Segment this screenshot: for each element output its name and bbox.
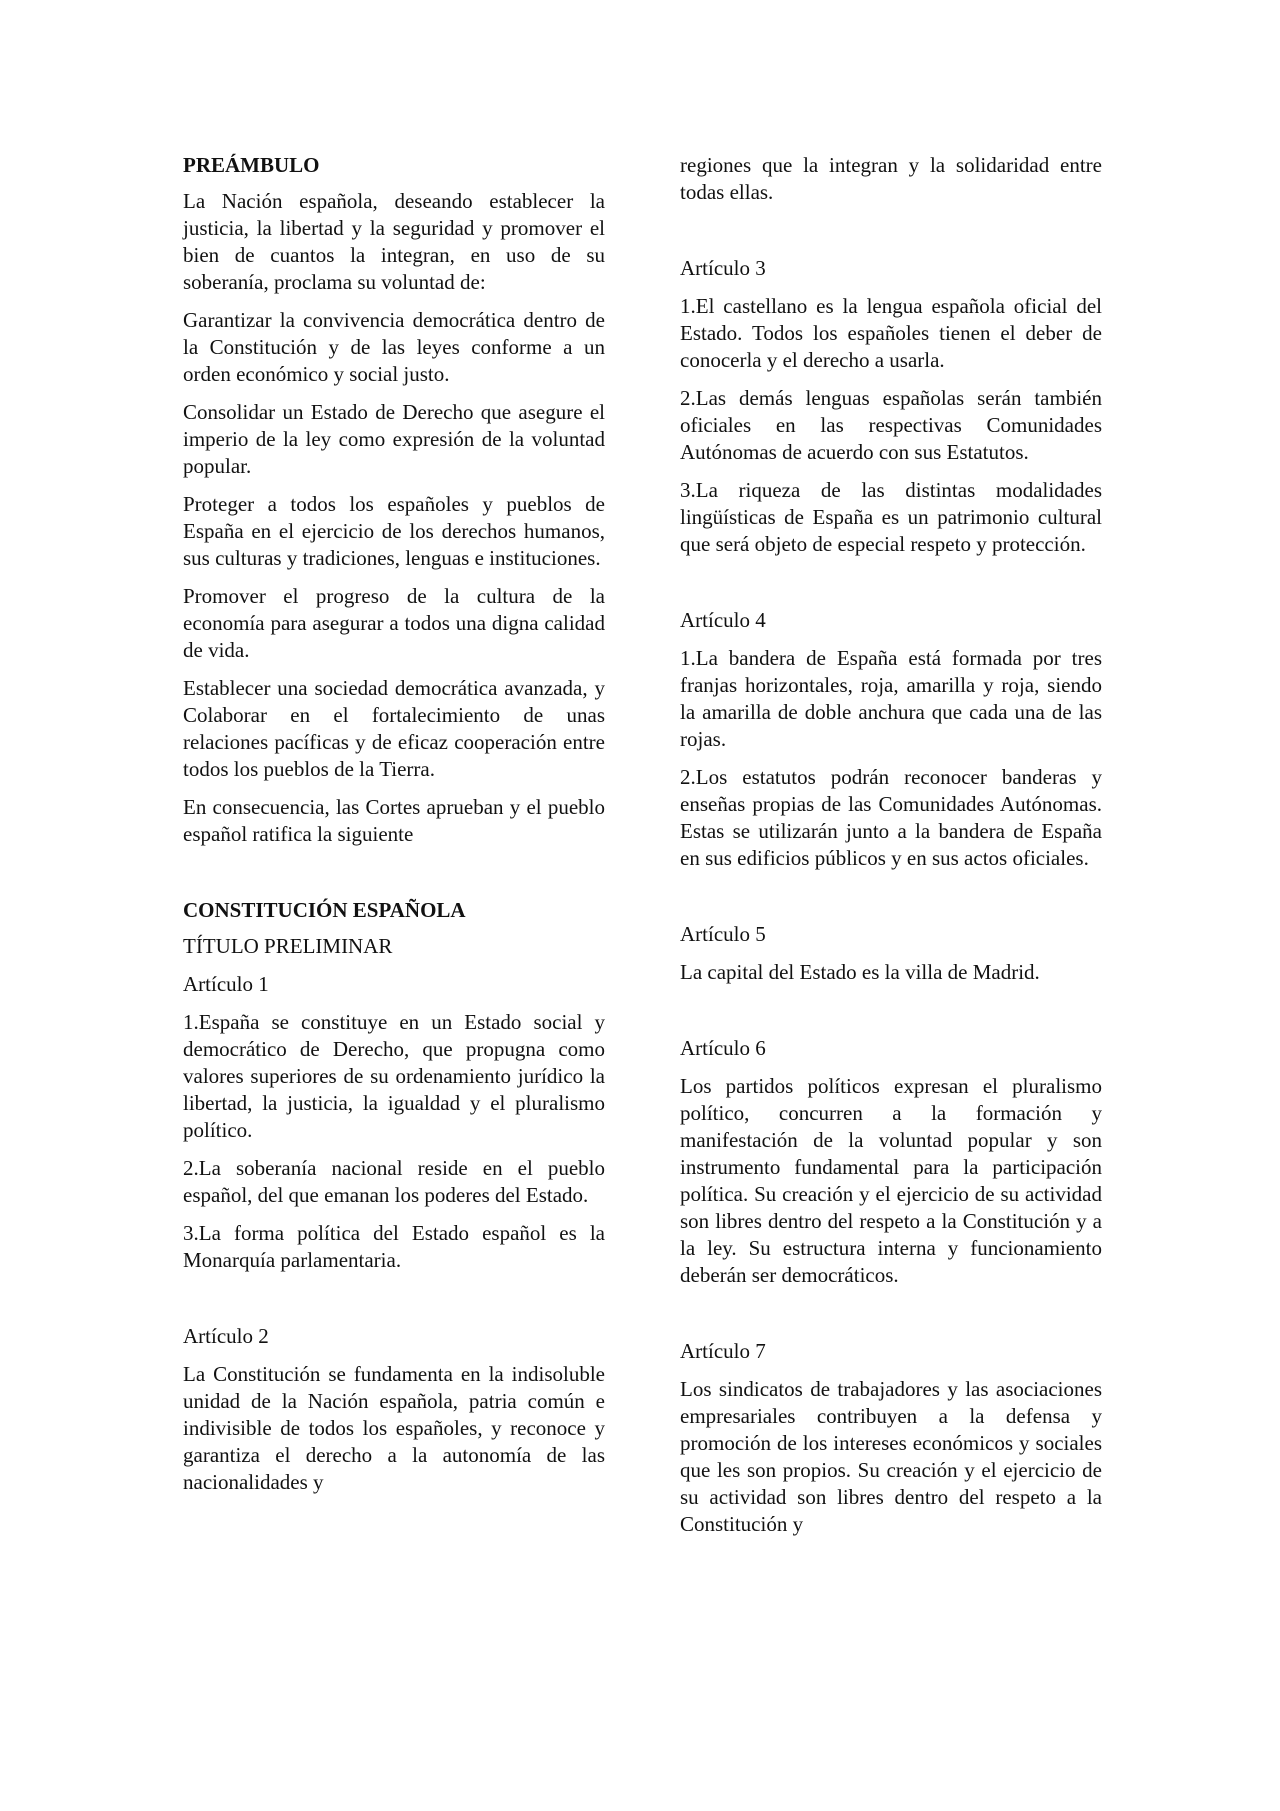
preamble-paragraph: La Nación española, deseando establecer la justicia, la libertad y la seguridad y promover el bien de cuantos la integran, en uso de su soberanía, proclama su voluntad de:	[183, 189, 605, 294]
right-column	[680, 152, 1102, 1549]
article-5-paragraph: La capital del Estado es la villa de Madrid.	[680, 960, 1040, 984]
article-3-paragraph: 1.El castellano es la lengua española oficial del Estado. Todos los españoles tienen el deber de conocerla y el derecho a usarla.	[680, 294, 1102, 372]
spacer	[680, 883, 1102, 921]
preamble-paragraph: En consecuencia, las Cortes aprueban y el pueblo español ratifica la siguiente	[183, 795, 605, 846]
article-3-heading: Artículo 3	[680, 256, 766, 280]
spacer	[183, 859, 605, 897]
preamble-heading: PREÁMBULO	[183, 153, 320, 177]
article-1-paragraph: 1.España se constituye en un Estado social y democrático de Derecho, que propugna como valores superiores de su ordenamiento jurídico la libertad, la justicia, la igualdad y el pluralismo político.	[183, 1010, 605, 1142]
article-1-paragraph: 3.La forma política del Estado español es la Monarquía parlamentaria.	[183, 1221, 605, 1272]
spacer	[680, 569, 1102, 607]
article-4-heading: Artículo 4	[680, 608, 766, 632]
article-2-paragraph: La Constitución se fundamenta en la indisoluble unidad de la Nación española, patria común e indivisible de todos los españoles, y reconoce y garantiza el derecho a la autonomía de las nacionalidades y	[183, 1362, 605, 1494]
article-2-heading: Artículo 2	[183, 1324, 269, 1348]
article-4-paragraph: 1.La bandera de España está formada por tres franjas horizontales, roja, amarilla y roja, siendo la amarilla de doble anchura que cada una de las rojas.	[680, 646, 1102, 751]
spacer	[680, 997, 1102, 1035]
article-3-paragraph: 2.Las demás lenguas españolas serán también oficiales en las respectivas Comunidades Autónomas de acuerdo con sus Estatutos.	[680, 386, 1102, 464]
article-3-paragraph: 3.La riqueza de las distintas modalidades lingüísticas de España es un patrimonio cultural que será objeto de especial respeto y protección.	[680, 478, 1102, 556]
spacer	[183, 1285, 605, 1323]
spacer	[680, 217, 1102, 255]
preamble-paragraph: Consolidar un Estado de Derecho que asegure el imperio de la ley como expresión de la voluntad popular.	[183, 400, 605, 478]
article-7-paragraph: Los sindicatos de trabajadores y las asociaciones empresariales contribuyen a la defensa y promoción de los intereses económicos y sociales que les son propios. Su creación y el ejercicio de su actividad son libres dentro del respeto a la Constitución y	[680, 1377, 1102, 1536]
article-6-paragraph: Los partidos políticos expresan el pluralismo político, concurren a la formación y manifestación de la voluntad popular y son instrumento fundamental para la participación política. Su creación y el ejercicio de su actividad son libres dentro del respeto a la Constitución y a la ley. Su estructura interna y funcionamiento deberán ser democráticos.	[680, 1074, 1102, 1287]
preamble-paragraph: Promover el progreso de la cultura de la economía para asegurar a todos una digna calidad de vida.	[183, 584, 605, 662]
article-2-continued: regiones que la integran y la solidaridad entre todas ellas.	[680, 153, 1102, 204]
article-7-heading: Artículo 7	[680, 1339, 766, 1363]
article-1-heading: Artículo 1	[183, 972, 269, 996]
article-6-heading: Artículo 6	[680, 1036, 766, 1060]
preamble-paragraph: Proteger a todos los españoles y pueblos de España en el ejercicio de los derechos humanos, sus culturas y tradiciones, lenguas e instituciones.	[183, 492, 605, 570]
constitution-heading: CONSTITUCIÓN ESPAÑOLA	[183, 898, 466, 922]
article-1-paragraph: 2.La soberanía nacional reside en el pueblo español, del que emanan los poderes del Estado.	[183, 1156, 605, 1207]
preamble-paragraph: Establecer una sociedad democrática avanzada, y Colaborar en el fortalecimiento de unas relaciones pacíficas y de eficaz cooperación entre todos los pueblos de la Tierra.	[183, 676, 605, 781]
preamble-paragraph: Garantizar la convivencia democrática dentro de la Constitución y de las leyes conforme a un orden económico y social justo.	[183, 308, 605, 386]
article-5-heading: Artículo 5	[680, 922, 766, 946]
article-4-paragraph: 2.Los estatutos podrán reconocer banderas y enseñas propias de las Comunidades Autónomas. Estas se utilizarán junto a la bandera de España en sus edificios públicos y en sus actos oficiales.	[680, 765, 1102, 870]
titulo-heading: TÍTULO PRELIMINAR	[183, 934, 393, 958]
spacer	[680, 1300, 1102, 1338]
left-column	[183, 152, 605, 1507]
